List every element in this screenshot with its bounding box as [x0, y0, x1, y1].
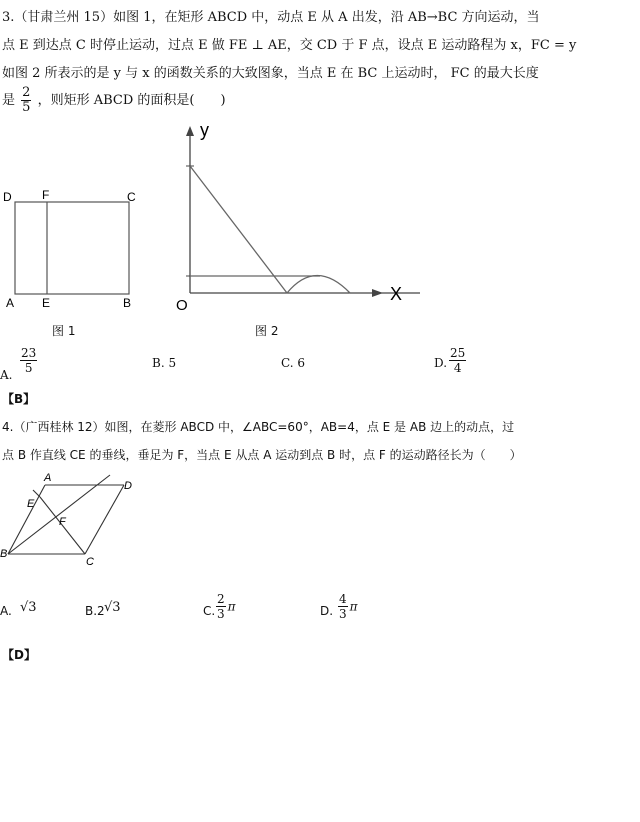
q3-option-d-den: 4 — [453, 361, 462, 375]
q3-option-d-label: D. — [434, 356, 448, 370]
q4-label-D: D — [124, 480, 132, 492]
q4-label-B: B — [0, 548, 8, 560]
q4-option-d-pi: π — [349, 599, 358, 614]
q3-option-a-den: 5 — [24, 361, 33, 375]
fig1-label-A: A — [6, 296, 15, 310]
fig1-label-C: C — [127, 190, 136, 204]
q3-option-d-frac — [449, 346, 466, 375]
y-axis-arrow-icon — [186, 126, 194, 136]
q4-option-d-frac — [338, 592, 348, 621]
fig1-label-E: E — [42, 296, 51, 310]
q3-option-a-num: 23 — [21, 346, 37, 360]
q4-answer: 【D】 — [2, 648, 36, 662]
q3-line-1: 3.（甘肃兰州 15）如图 1，在矩形 ABCD 中，动点 E 从 A 出发，沿 AB→BC 方向运动，当 — [2, 10, 540, 25]
fig2-origin-label: O — [176, 297, 188, 314]
q4-option-c-den: 3 — [217, 607, 225, 621]
q3-fraction-num: 2 — [22, 85, 31, 100]
q4-option-c-pi: π — [227, 599, 236, 614]
fig1-label-D: D — [3, 190, 12, 204]
q3-line-4-pre: 是 — [2, 93, 16, 108]
q4-option-b-label: B.2 — [85, 604, 105, 618]
q4-option-d-label: D. — [320, 604, 334, 618]
q4-option-c-frac — [216, 592, 226, 621]
fig2-x-label: X — [390, 284, 403, 304]
q4-option-b-value: √3 — [104, 600, 121, 615]
q3-option-a — [18, 346, 39, 375]
q4-label-E: E — [27, 498, 35, 510]
q3-line-3: 如图 2 所表示的是 y 与 x 的函数关系的大致图象，当点 E 在 BC 上运动时， FC 的最大长度 — [2, 66, 539, 81]
q4-line-1: 4.（广西桂林 12）如图，在菱形 ABCD 中，∠ABC=60°，AB=4，点 E 是 AB 边上的动点，过 — [2, 420, 515, 434]
q3-option-d — [447, 346, 468, 375]
q3-line-4-post: ，则矩形 ABCD 的面积是( ) — [37, 93, 226, 108]
q3-option-a-frac — [20, 346, 37, 375]
q3-option-d-num: 25 — [450, 346, 466, 360]
q3-fraction-den: 5 — [22, 100, 31, 115]
q4-option-d — [336, 592, 358, 621]
q4-label-A: A — [44, 472, 52, 484]
q4-line-2: 点 B 作直线 CE 的垂线，垂足为 F，当点 E 从点 A 运动到点 B 时，点 F 的运动路径长为（ ） — [2, 448, 522, 462]
q4-option-a-label: A. — [0, 604, 12, 618]
q3-line-2: 点 E 到达点 C 时停止运动，过点 E 做 FE ⊥ AE，交 CD 于 F 点，设点 E 运动路程为 x，FC = y — [2, 38, 577, 53]
q4-label-C: C — [86, 556, 94, 568]
x-axis-arrow-icon — [372, 289, 383, 297]
q3-line-4 — [2, 86, 226, 115]
q4-option-a-value: √3 — [20, 600, 37, 615]
fig1-label-F: F — [42, 188, 50, 202]
fig2-caption: 图 2 — [255, 324, 279, 338]
fig1-label-B: B — [123, 296, 132, 310]
q3-figure-2-x-axis — [190, 283, 415, 308]
fig2-y-label: y — [200, 120, 209, 140]
q3-figure-1 — [0, 180, 150, 315]
q3-fraction — [21, 86, 31, 115]
q3-option-c: C. 6 — [281, 356, 306, 370]
q4-option-c-num: 2 — [217, 592, 225, 606]
q4-label-F: F — [59, 516, 66, 528]
q4-option-d-num: 4 — [339, 592, 347, 606]
q4-figure — [0, 470, 150, 570]
q3-answer: 【B】 — [2, 392, 36, 406]
q4-option-c — [214, 592, 236, 621]
fig1-caption: 图 1 — [52, 324, 76, 338]
q3-option-a-label: A. — [0, 368, 13, 382]
q3-option-b: B. 5 — [152, 356, 177, 370]
q4-option-c-label: C. — [203, 604, 216, 618]
q4-option-d-den: 3 — [339, 607, 347, 621]
